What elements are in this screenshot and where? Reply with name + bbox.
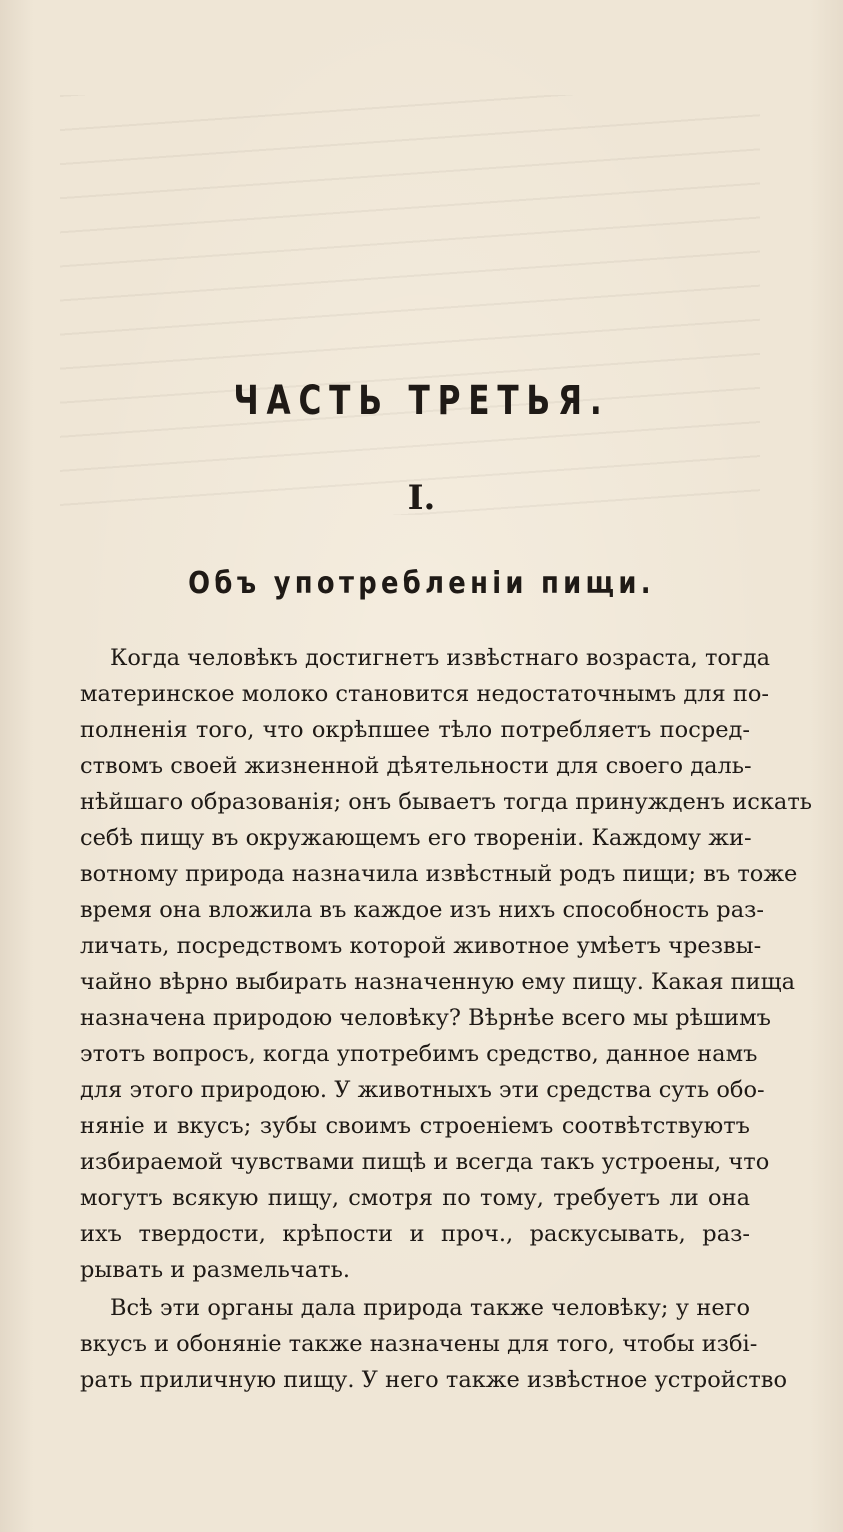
text-line: Всѣ эти органы дала природа также человѣку; у него (110, 1295, 750, 1321)
text-line: вкусъ и обоняніе также назначены для того, чтобы избі- (80, 1331, 758, 1357)
section-number: I. (407, 478, 436, 518)
text-line: личать, посредствомъ которой животное умѣетъ чрезвы- (80, 933, 762, 959)
text-line: рать приличную пищу. У него также извѣстное устройство (80, 1367, 788, 1393)
text-line: вотному природа назначила извѣстный родъ пищи; въ тоже (80, 861, 798, 887)
text-line: няніе и вкусъ; зубы своимъ строеніемъ соотвѣтствуютъ (80, 1113, 750, 1139)
part-title: ЧАСТЬ ТРЕТЬЯ. (233, 378, 610, 424)
text-line: ствомъ своей жизненной дѣятельности для своего даль- (80, 753, 752, 779)
text-line: чайно вѣрно выбирать назначенную ему пищу. Какая пища (80, 969, 795, 995)
text-line: себѣ пищу въ окружающемъ его твореніи. Каждому жи- (80, 825, 752, 851)
text-line: рывать и размельчать. (80, 1257, 350, 1283)
text-line: время она вложила въ каждое изъ нихъ способность раз- (80, 897, 764, 923)
text-line: для этого природою. У животныхъ эти средства суть обо- (80, 1077, 765, 1103)
bleed-through-texture (60, 95, 760, 515)
text-line: полненія того, что окрѣпшее тѣло потребляетъ посред- (80, 717, 750, 743)
text-line: этотъ вопросъ, когда употребимъ средство, данное намъ (80, 1041, 758, 1067)
text-line: материнское молоко становится недостаточнымъ для по- (80, 681, 770, 707)
text-line: нѣйшаго образованія; онъ бываетъ тогда принужденъ искать (80, 789, 813, 815)
text-line: ихъ твердости, крѣпости и проч., раскусывать, раз- (80, 1221, 750, 1247)
text-line: избираемой чувствами пищѣ и всегда такъ устроены, что (80, 1149, 770, 1175)
text-line: назначена природою человѣку? Вѣрнѣе всего мы рѣшимъ (80, 1005, 771, 1031)
section-title: Объ употребленіи пищи. (188, 566, 655, 601)
text-line: могутъ всякую пищу, смотря по тому, требуетъ ли она (80, 1185, 750, 1211)
text-line: Когда человѣкъ достигнетъ извѣстнаго возраста, тогда (110, 645, 770, 671)
